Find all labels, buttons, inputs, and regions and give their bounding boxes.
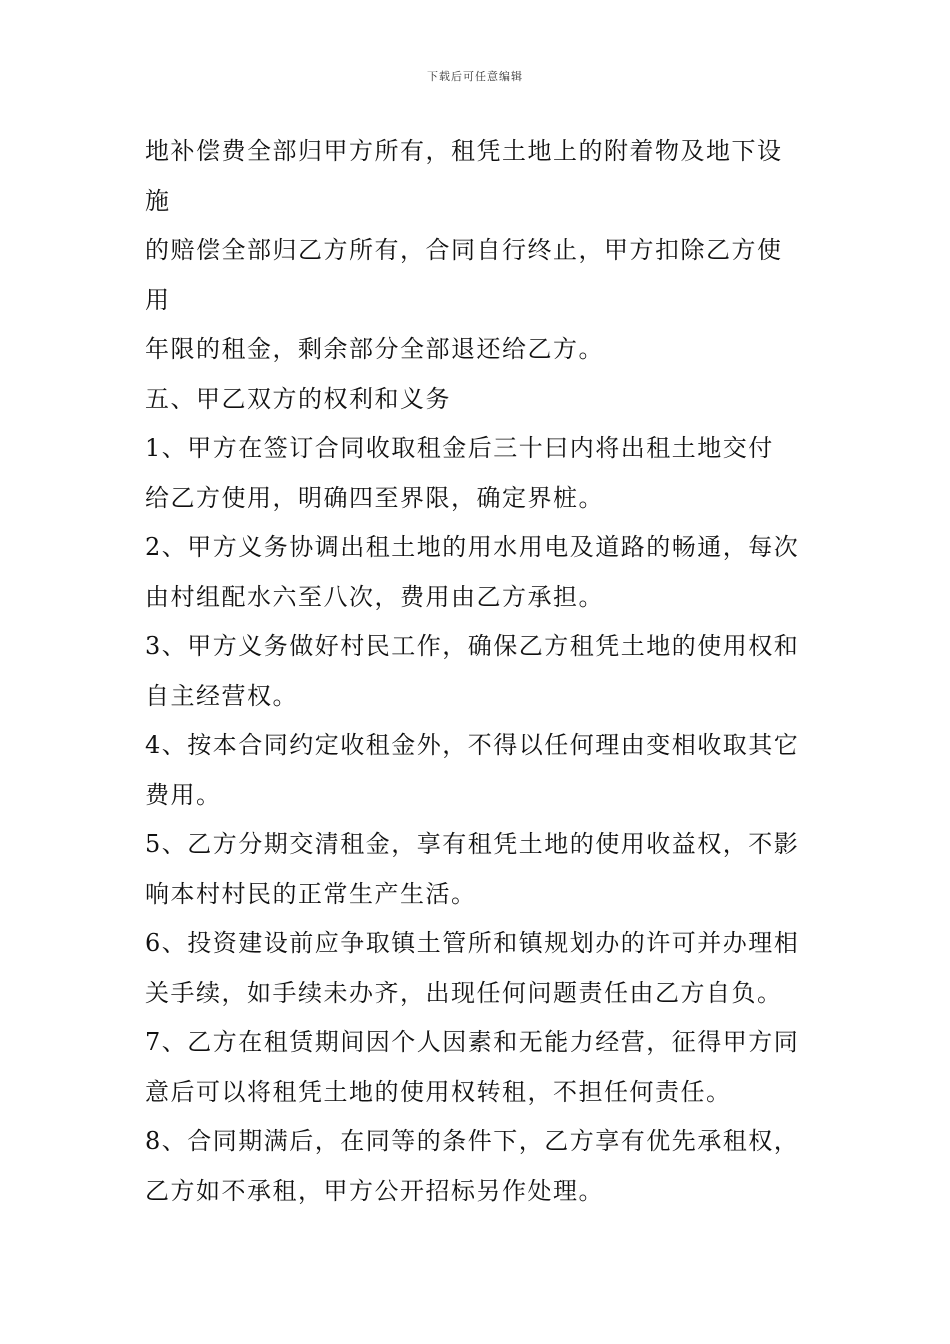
- section-heading: 五、甲乙双方的权利和义务: [145, 384, 451, 413]
- text-line: 7、乙方在租赁期间因个人因素和无能力经营，征得甲方同: [145, 1028, 800, 1056]
- page-header: 下载后可任意编辑: [427, 70, 523, 83]
- text-line: 给乙方使用，明确四至界限，确定界桩。: [145, 483, 604, 512]
- text-line: 的赔偿全部归乙方所有，合同自行终止，甲方扣除乙方使: [145, 236, 783, 264]
- text-line: 由村组配水六至八次，费用由乙方承担。: [145, 582, 604, 611]
- text-line: 3、甲方义务做好村民工作，确保乙方租凭土地的使用权和: [145, 632, 800, 660]
- text-line: 1、甲方在签订合同收取租金后三十曰内将出租土地交付: [145, 434, 774, 462]
- text-line: 2、甲方义务协调出租土地的用水用电及道路的畅通，每次: [145, 533, 800, 561]
- text-line: 费用。: [145, 780, 222, 809]
- document-body: [145, 127, 815, 1216]
- text-line: 自主经营权。: [145, 681, 298, 710]
- text-line: 地补偿费全部归甲方所有，租凭土地上的附着物及地下设: [145, 137, 783, 165]
- text-line: 响本村村民的正常生产生活。: [145, 879, 477, 908]
- text-line: 意后可以将租凭土地的使用权转租，不担任何责任。: [145, 1077, 732, 1106]
- text-line: 6、投资建设前应争取镇土管所和镇规划办的许可并办理相: [145, 929, 800, 957]
- text-line: 施: [145, 186, 171, 215]
- text-line: 用: [145, 285, 171, 314]
- text-line: 乙方如不承租，甲方公开招标另作处理。: [145, 1176, 604, 1205]
- text-line: 5、乙方分期交清租金，享有租凭土地的使用收益权，不影: [145, 830, 800, 858]
- text-line: 8、合同期满后，在同等的条件下，乙方享有优先承租权，: [145, 1127, 800, 1155]
- text-line: 关手续，如手续未办齐，出现任何问题责任由乙方自负。: [145, 978, 783, 1007]
- text-line: 4、按本合同约定收租金外，不得以任何理由变相收取其它: [145, 731, 800, 759]
- text-line: 年限的租金，剩余部分全部退还给乙方。: [145, 335, 604, 363]
